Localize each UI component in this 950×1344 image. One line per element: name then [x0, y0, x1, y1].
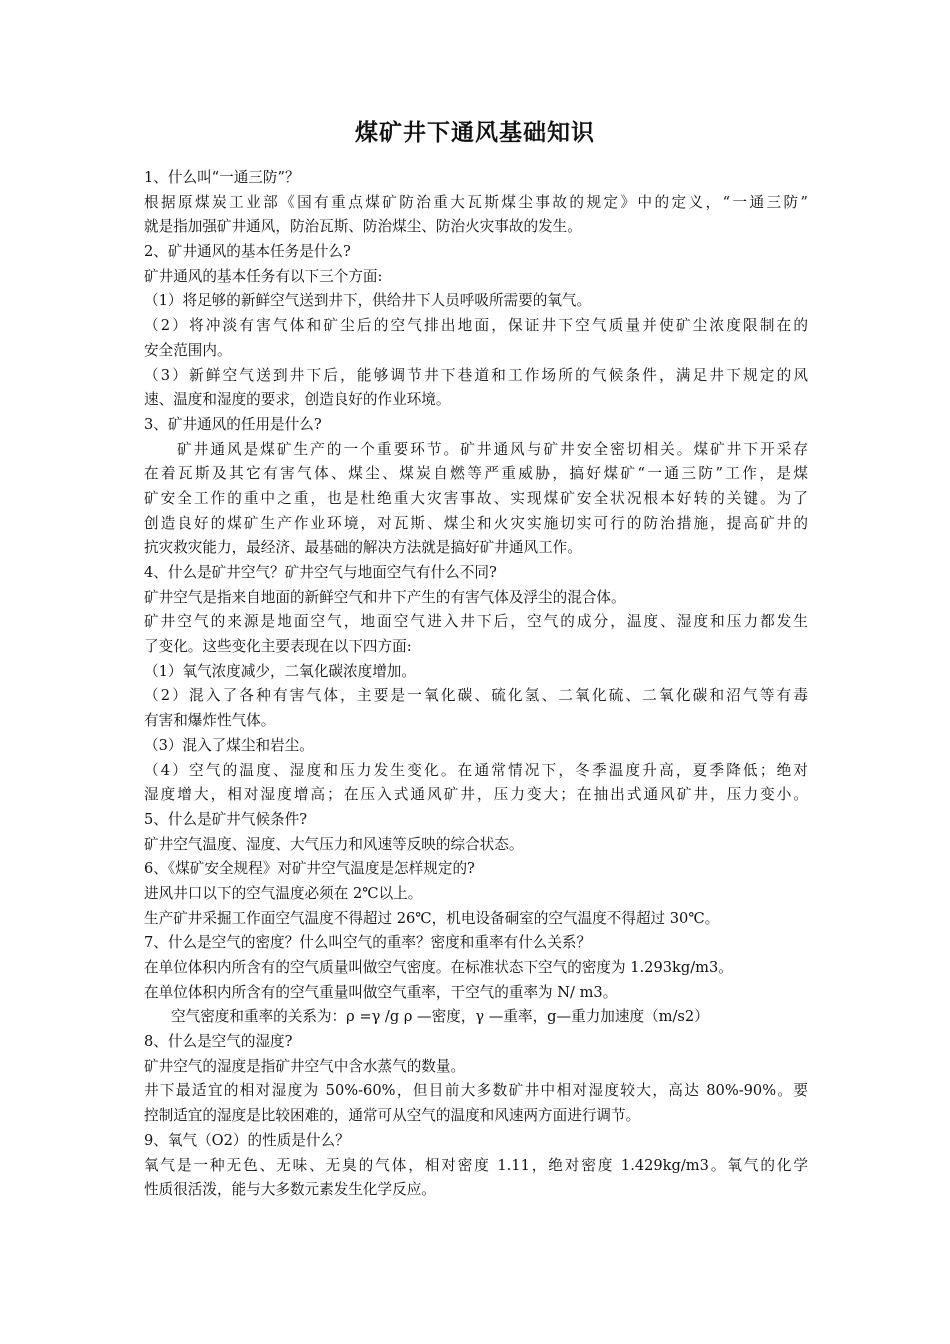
- text-line: 进风井口以下的空气温度必须在 2℃以上。: [144, 884, 423, 902]
- text-line: 3、矿井通风的任用是什么?: [144, 415, 322, 433]
- text-line: 4、什么是矿井空气？矿井空气与地面空气有什么不同?: [144, 564, 497, 581]
- text-line: 矿安全工作的重中之重，也是杜绝重大灾害事故、实现煤矿安全状况根本好转的关键。为了: [144, 489, 808, 507]
- text-line: 矿井空气的来源是地面空气，地面空气进入井下后，空气的成分，温度、湿度和压力都发生: [144, 613, 808, 631]
- text-line: 7、什么是空气的密度？什么叫空气的重率？密度和重率有什么关系？: [144, 934, 592, 952]
- text-line: 湿度增大，相对湿度增高；在压入式通风矿井，压力变大；在抽出式通风矿井，压力变小。: [144, 786, 808, 804]
- text-line: 矿井通风的基本任务有以下三个方面:: [144, 267, 383, 285]
- text-line: （3）混入了煤尘和岩尘。: [144, 736, 314, 754]
- text-line: 氧气是一种无色、无味、无臭的气体，相对密度 1.11，绝对密度 1.429kg/m3。氧气的化学: [144, 1156, 808, 1174]
- text-line: （1）将足够的新鲜空气送到井下，供给井下人员呼吸所需要的氧气。: [144, 292, 592, 310]
- text-line: （2）混入了各种有害气体，主要是一氧化碳、硫化氢、二氧化硫、二氧化碳和沼气等有毒: [144, 687, 808, 705]
- text-line: 有害和爆炸性气体。: [144, 712, 276, 730]
- text-line: （2）将冲淡有害气体和矿尘后的空气排出地面，保证井下空气质量并使矿尘浓度限制在的: [144, 317, 808, 335]
- text-line: 抗灾救灾能力，最经济、最基础的解决方法就是搞好矿井通风工作。: [144, 539, 582, 557]
- text-line: 8、什么是空气的湿度?: [144, 1033, 293, 1051]
- text-line: 安全范围内。: [144, 341, 232, 359]
- text-line: 性质很活泼，能与大多数元素发生化学反应。: [144, 1181, 436, 1199]
- document-title: 煤矿井下通风基础知识: [355, 120, 595, 146]
- text-line: （4）空气的温度、湿度和压力发生变化。在通常情况下，冬季温度升高，夏季降低；绝对: [144, 761, 808, 779]
- text-line: 井下最适宜的相对湿度为 50%-60%，但目前大多数矿井中相对湿度较大，高达 80%-90%。要: [144, 1082, 808, 1100]
- text-line: （3）新鲜空气送到井下后，能够调节井下巷道和工作场所的气候条件，满足井下规定的风: [144, 366, 808, 384]
- text-line: 空气密度和重率的关系为：ρ =γ /g ρ —密度，γ —重率，g—重力加速度（m/s2）: [171, 1008, 709, 1026]
- text-line: 1、什么叫“一通三防”？: [144, 169, 300, 186]
- text-line: 5、什么是矿井气候条件?: [144, 810, 308, 828]
- text-line: 6、《煤矿安全规程》对矿井空气温度是怎样规定的?: [144, 860, 475, 878]
- text-line: 9、氧气（O2）的性质是什么？: [144, 1131, 350, 1149]
- text-line: 速、温度和湿度的要求，创造良好的作业环境。: [144, 391, 451, 409]
- text-line: 创造良好的煤矿生产作业环境，对瓦斯、煤尘和火灾实施切实可行的防治措施，提高矿井的: [144, 514, 808, 532]
- text-line: 矿井空气温度、湿度、大气压力和风速等反映的综合状态。: [144, 835, 524, 853]
- text-line: 在单位体积内所含有的空气质量叫做空气密度。在标准状态下空气的密度为 1.293kg/m3。: [144, 959, 733, 976]
- text-line: 了变化。这些变化主要表现在以下四方面:: [144, 638, 412, 656]
- text-line: 在着瓦斯及其它有害气体、煤尘、煤炭自燃等严重威胁，搞好煤矿“一通三防”工作，是煤: [144, 465, 808, 483]
- text-line: 在单位体积内所含有的空气重量叫做空气重率，干空气的重率为 N/ m3。: [144, 983, 618, 1001]
- text-line: （1）氧气浓度减少，二氧化碳浓度增加。: [144, 662, 416, 680]
- document-body: [144, 166, 808, 1203]
- text-line: 控制适宜的湿度是比较困难的，通常可从空气的温度和风速两方面进行调节。: [144, 1107, 641, 1125]
- text-line: 矿井空气是指来自地面的新鲜空气和井下产生的有害气体及浮尘的混合体。: [144, 588, 626, 606]
- text-line: 矿井通风是煤矿生产的一个重要环节。矿井通风与矿井安全密切相关。煤矿井下开采存: [177, 440, 808, 458]
- text-line: 生产矿井采掘工作面空气温度不得超过 26℃，机电设备硐室的空气温度不得超过 30℃。: [144, 909, 720, 927]
- text-line: 根据原煤炭工业部《国有重点煤矿防治重大瓦斯煤尘事故的规定》中的定义，“一通三防”: [144, 193, 808, 211]
- text-line: 就是指加强矿井通风，防治瓦斯、防治煤尘、防治火灾事故的发生。: [144, 218, 582, 236]
- text-line: 2、矿井通风的基本任务是什么?: [144, 243, 351, 261]
- text-line: 矿井空气的湿度是指矿井空气中含水蒸气的数量。: [144, 1057, 466, 1075]
